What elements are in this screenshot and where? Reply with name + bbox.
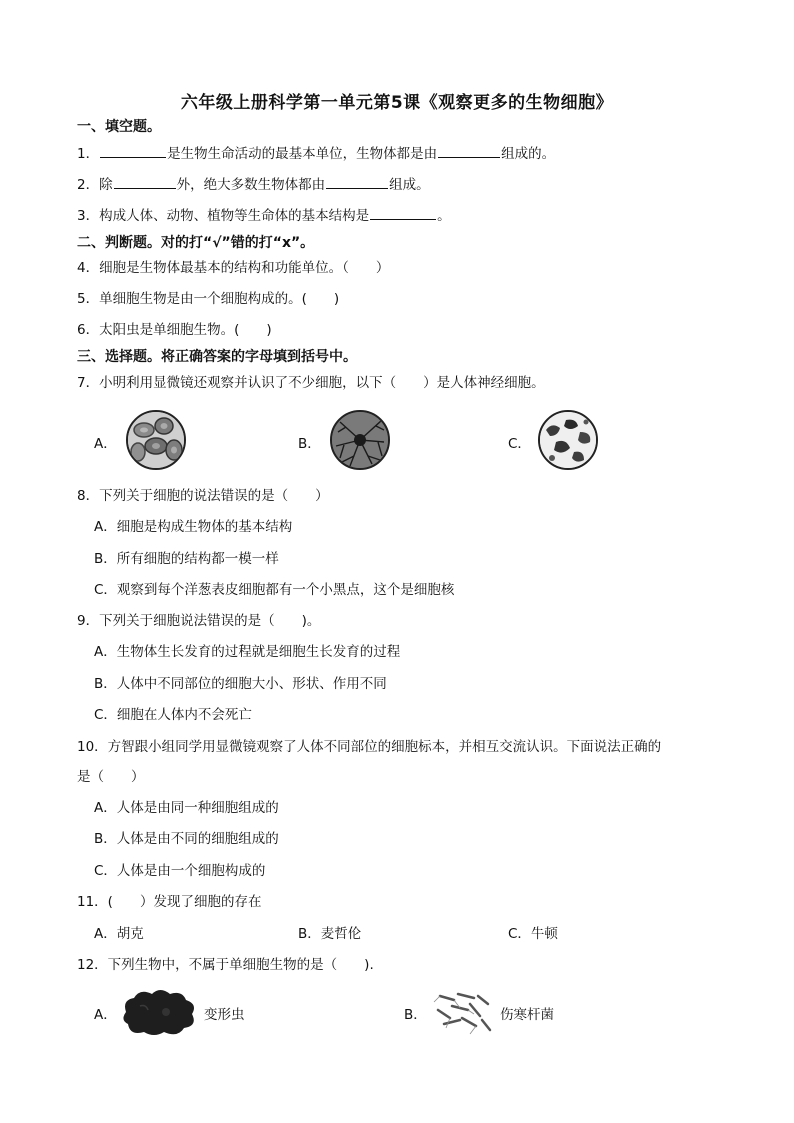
q12-option-a-label: A． <box>94 1007 117 1023</box>
epithelial-cells-drawing <box>540 412 596 468</box>
q12-option-b-label: B． <box>404 1007 427 1023</box>
section-multiple-choice: 三、选择题。将正确答案的字母填到括号中。 <box>77 349 357 365</box>
red-blood-cells-image[interactable] <box>126 410 186 470</box>
q9-option-a[interactable]: A．生物体生长发育的过程就是细胞生长发育的过程 <box>94 644 401 660</box>
typhoid-bacillus-drawing <box>430 990 494 1036</box>
nerve-cell-image[interactable] <box>330 410 390 470</box>
q8-option-c[interactable]: C．观察到每个洋葱表皮细胞都有一个小黑点，这个是细胞核 <box>94 582 455 598</box>
q9-option-c[interactable]: C．细胞在人体内不会死亡 <box>94 707 252 723</box>
question-10-line-1: 10．方智跟小组同学用显微镜观察了人体不同部位的细胞标本，并相互交流认识。下面说法正确的 <box>77 739 662 755</box>
q3-text-a: 构成人体、动物、植物等生命体的基本结构是 <box>99 208 370 224</box>
q2-text-b: 外，绝大多数生物体都由 <box>176 177 326 193</box>
q10-option-a[interactable]: A．人体是由同一种细胞组成的 <box>94 800 279 816</box>
q2-blank-1[interactable] <box>114 176 176 189</box>
section-true-false: 二、判断题。对的打“√”错的打“x”。 <box>77 235 315 251</box>
q1-blank-1[interactable] <box>100 145 166 158</box>
q11-option-b[interactable]: B．麦哲伦 <box>298 926 362 942</box>
q10-option-b[interactable]: B．人体是由不同的细胞组成的 <box>94 831 279 847</box>
typhoid-bacillus-image[interactable] <box>430 990 494 1036</box>
q3-number: 3． <box>77 208 100 224</box>
question-4: 4．细胞是生物体最基本的结构和功能单位。（ ） <box>77 260 390 276</box>
question-3 <box>77 207 451 225</box>
q8-option-b[interactable]: B．所有细胞的结构都一模一样 <box>94 551 279 567</box>
question-7: 7．小明利用显微镜还观察并认识了不少细胞，以下（ ）是人体神经细胞。 <box>77 375 545 391</box>
q7-option-b-label: B． <box>298 436 321 452</box>
q11-option-c[interactable]: C．牛顿 <box>508 926 558 942</box>
q12-option-a-name: 变形虫 <box>204 1007 245 1023</box>
q2-text-c: 组成。 <box>389 177 430 193</box>
q9-option-b[interactable]: B．人体中不同部位的细胞大小、形状、作用不同 <box>94 676 387 692</box>
q10-option-c[interactable]: C．人体是由一个细胞构成的 <box>94 863 266 879</box>
question-1 <box>77 145 555 163</box>
q8-option-a[interactable]: A．细胞是构成生物体的基本结构 <box>94 519 293 535</box>
question-10-line-2: 是（ ） <box>77 769 145 785</box>
red-blood-cells-drawing <box>128 412 184 468</box>
q2-text-a: 除 <box>99 177 113 193</box>
page-title: 六年级上册科学第一单元第5课《观察更多的生物细胞》 <box>180 93 614 113</box>
amoeba-image[interactable] <box>120 986 198 1038</box>
question-11: 11．( ）发现了细胞的存在 <box>77 894 262 910</box>
nerve-cell-drawing <box>332 412 388 468</box>
q1-number: 1． <box>77 146 100 162</box>
question-9: 9．下列关于细胞说法错误的是（ )。 <box>77 613 321 629</box>
epithelial-cells-image[interactable] <box>538 410 598 470</box>
q1-blank-2[interactable] <box>438 145 500 158</box>
question-12: 12．下列生物中，不属于单细胞生物的是（ ). <box>77 957 374 973</box>
q1-text-a: 是生物生命活动的最基本单位，生物体都是由 <box>167 146 438 162</box>
q7-option-a-label: A． <box>94 436 117 452</box>
question-5: 5．单细胞生物是由一个细胞构成的。( ) <box>77 291 340 307</box>
question-2 <box>77 176 430 194</box>
q12-option-b-name: 伤寒杆菌 <box>500 1007 554 1023</box>
question-6: 6．太阳虫是单细胞生物。( ) <box>77 322 272 338</box>
q2-blank-2[interactable] <box>326 176 388 189</box>
q2-number: 2． <box>77 177 100 193</box>
question-8: 8．下列关于细胞的说法错误的是（ ） <box>77 488 329 504</box>
amoeba-drawing <box>120 986 198 1038</box>
q11-option-a[interactable]: A．胡克 <box>94 926 144 942</box>
q1-text-b: 组成的。 <box>501 146 556 162</box>
section-fill-blank: 一、填空题。 <box>77 119 161 135</box>
q3-blank-1[interactable] <box>370 207 436 220</box>
q3-text-b: 。 <box>437 208 451 224</box>
q7-option-c-label: C． <box>508 436 531 452</box>
